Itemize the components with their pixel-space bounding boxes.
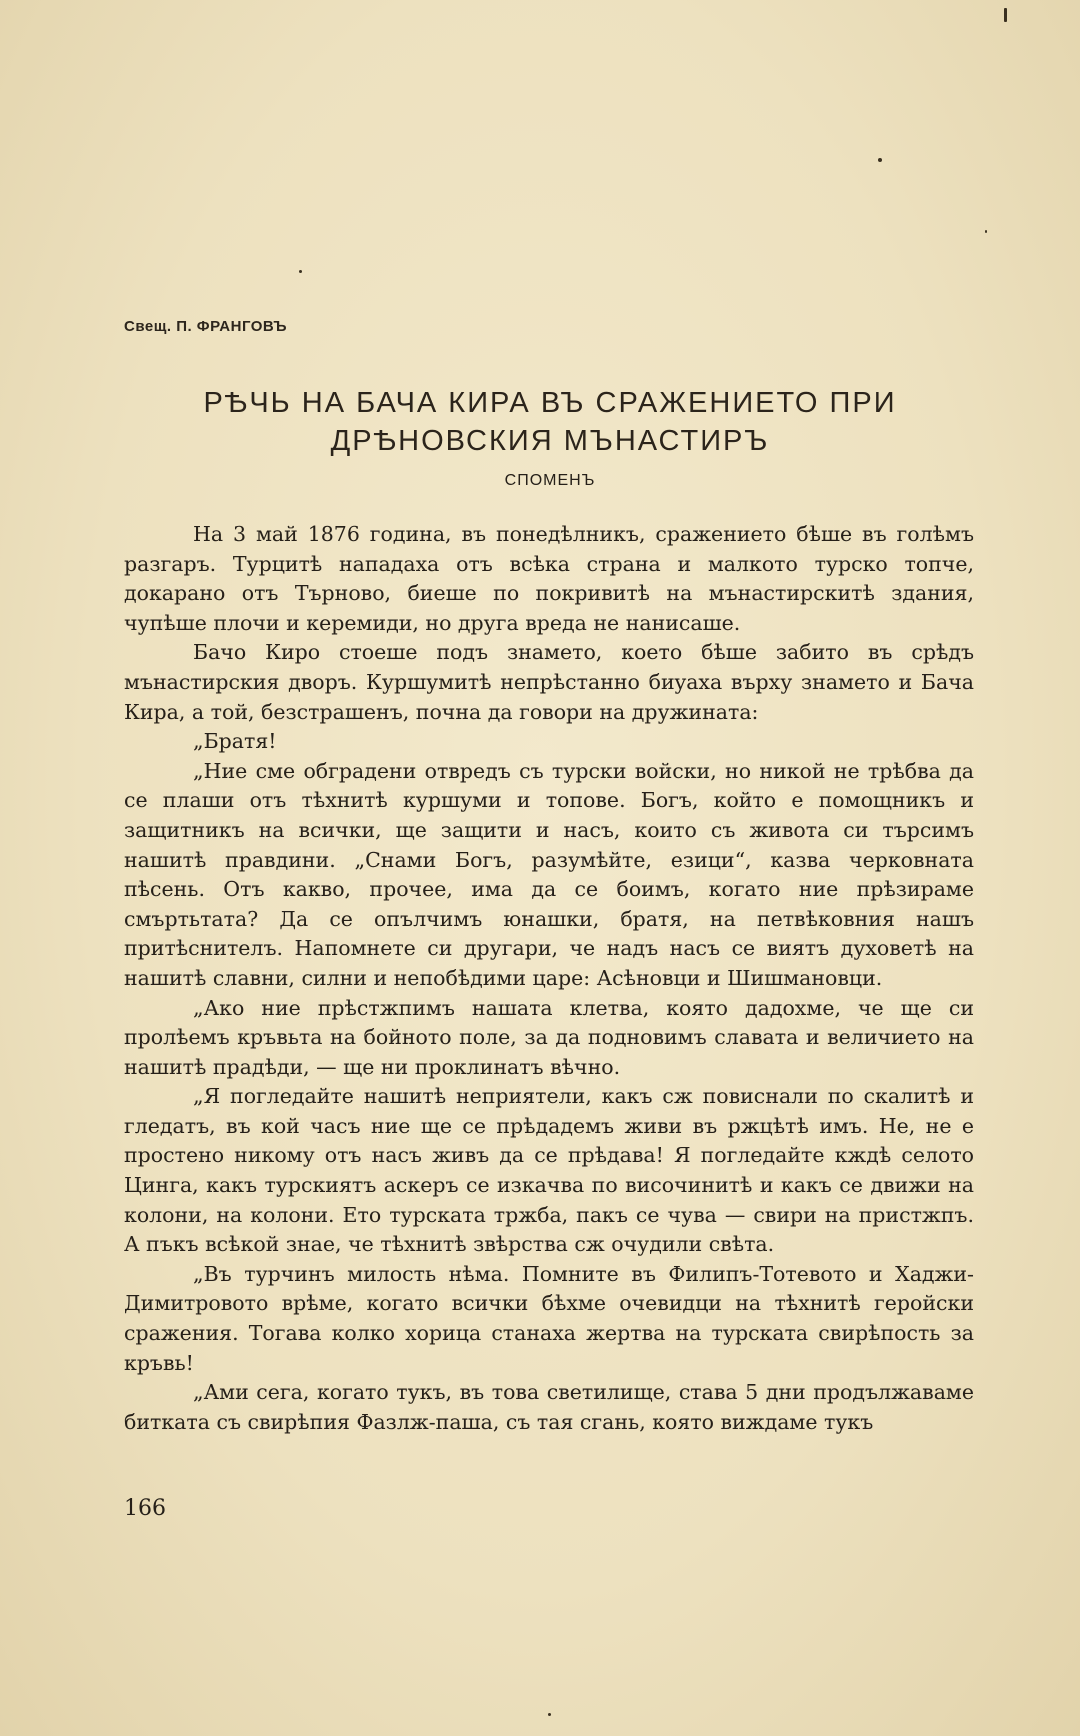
page-number: 166	[124, 1496, 166, 1521]
article-title-line-1: РѢЧЬ НА БАЧА КИРА ВЪ СРАЖЕНИЕТО ПРИ	[203, 387, 897, 419]
article-title-line-2: ДРѢНОВСКИЯ МЪНАСТИРЪ	[330, 425, 770, 457]
ink-speck	[878, 158, 882, 162]
paragraph: „Ние сме обградени отвредъ съ турски войски, но никой не трѣбва да се плаши отъ тѣхнитѣ куршуми и топове. Богъ, който е помощникъ и защитникъ на всички, ще защити и насъ, които съ живота си търсимъ нашитѣ правдини. „Снами Богъ, разумѣйте, езици“, казва черковната пѣсень. Отъ какво, прочее, има да се боимъ, когато ние прѣзираме смъртьтата? Да се опълчимъ юнашки, братя, на петвѣковния нашъ притѣснителъ. Напомнете си другари, че надъ насъ се виятъ духоветѣ на нашитѣ славни, силни и непобѣдими царе: Асѣновци и Шишмановци.	[124, 758, 974, 990]
paragraph: Бачо Киро стоеше подъ знамето, което бѣше забито въ срѣдъ мънастирския дворъ. Куршумитѣ непрѣстанно биyaxa върху знамето и Бача Кира, а той, безстрашенъ, почна да говори на дружината:	[124, 640, 974, 724]
ink-speck	[299, 270, 302, 273]
paragraph: „Въ турчинъ милость нѣма. Помните въ Филипъ-Тотевото и Хаджи-Димитровото врѣме, когато всички бѣхме очевидци на тѣхнитѣ геройски сражения. Тогава колко хорица станаха жертва на турската свирѣпость за кръвь!	[124, 1261, 974, 1375]
article-body	[124, 520, 974, 1437]
paragraph: „Ако ние прѣстжпимъ нашата клетва, която дадохме, че ще си пролѣемъ кръвьта на бойното поле, за да подновимъ славата и величието на нашитѣ прадѣди, — ще ни проклинатъ вѣчно.	[124, 995, 974, 1079]
ink-speck	[548, 1713, 551, 1716]
author-name: Свещ. П. ФРАНГОВЪ	[124, 318, 288, 335]
paragraph: „Я погледайте нашитѣ неприятели, какъ сж повиснали по скалитѣ и гледатъ, въ кой часъ ние ще се прѣдадемъ живи въ ржцѣтѣ имъ. Не, не е простено никому отъ насъ живъ да се прѣдава! Я погледайте кждѣ селото Цинга, какъ турскиятъ аскеръ се изкачва по височинитѣ и какъ се движи на колони, на колони. Ето турската тржба, пакъ се чува — свири на пристжпъ. А пъкъ всѣкой знае, че тѣхнитѣ звѣрства сж очудили свѣта.	[124, 1084, 974, 1257]
ink-speck	[1004, 8, 1007, 22]
ink-speck	[985, 230, 987, 233]
paragraph: „Братя!	[193, 729, 277, 754]
paragraph: „Ами сега, когато тукъ, въ това светилище, става 5 дни продължаваме битката съ свирѣпия Фазлж-паша, съ тая сгань, която виждаме тукъ	[124, 1380, 974, 1434]
article-subtitle: СПОМЕНЪ	[504, 472, 596, 489]
paragraph: На 3 май 1876 година, въ понедѣлникъ, сражението бѣше въ голѣмъ разгаръ. Турцитѣ нападаха отъ всѣка страна и малкото турско топче, докарано отъ Търново, биеше по покривитѣ на мънастирскитѣ здания, чупѣше плочи и керемиди, но друга вреда не нанисаше.	[124, 522, 974, 635]
